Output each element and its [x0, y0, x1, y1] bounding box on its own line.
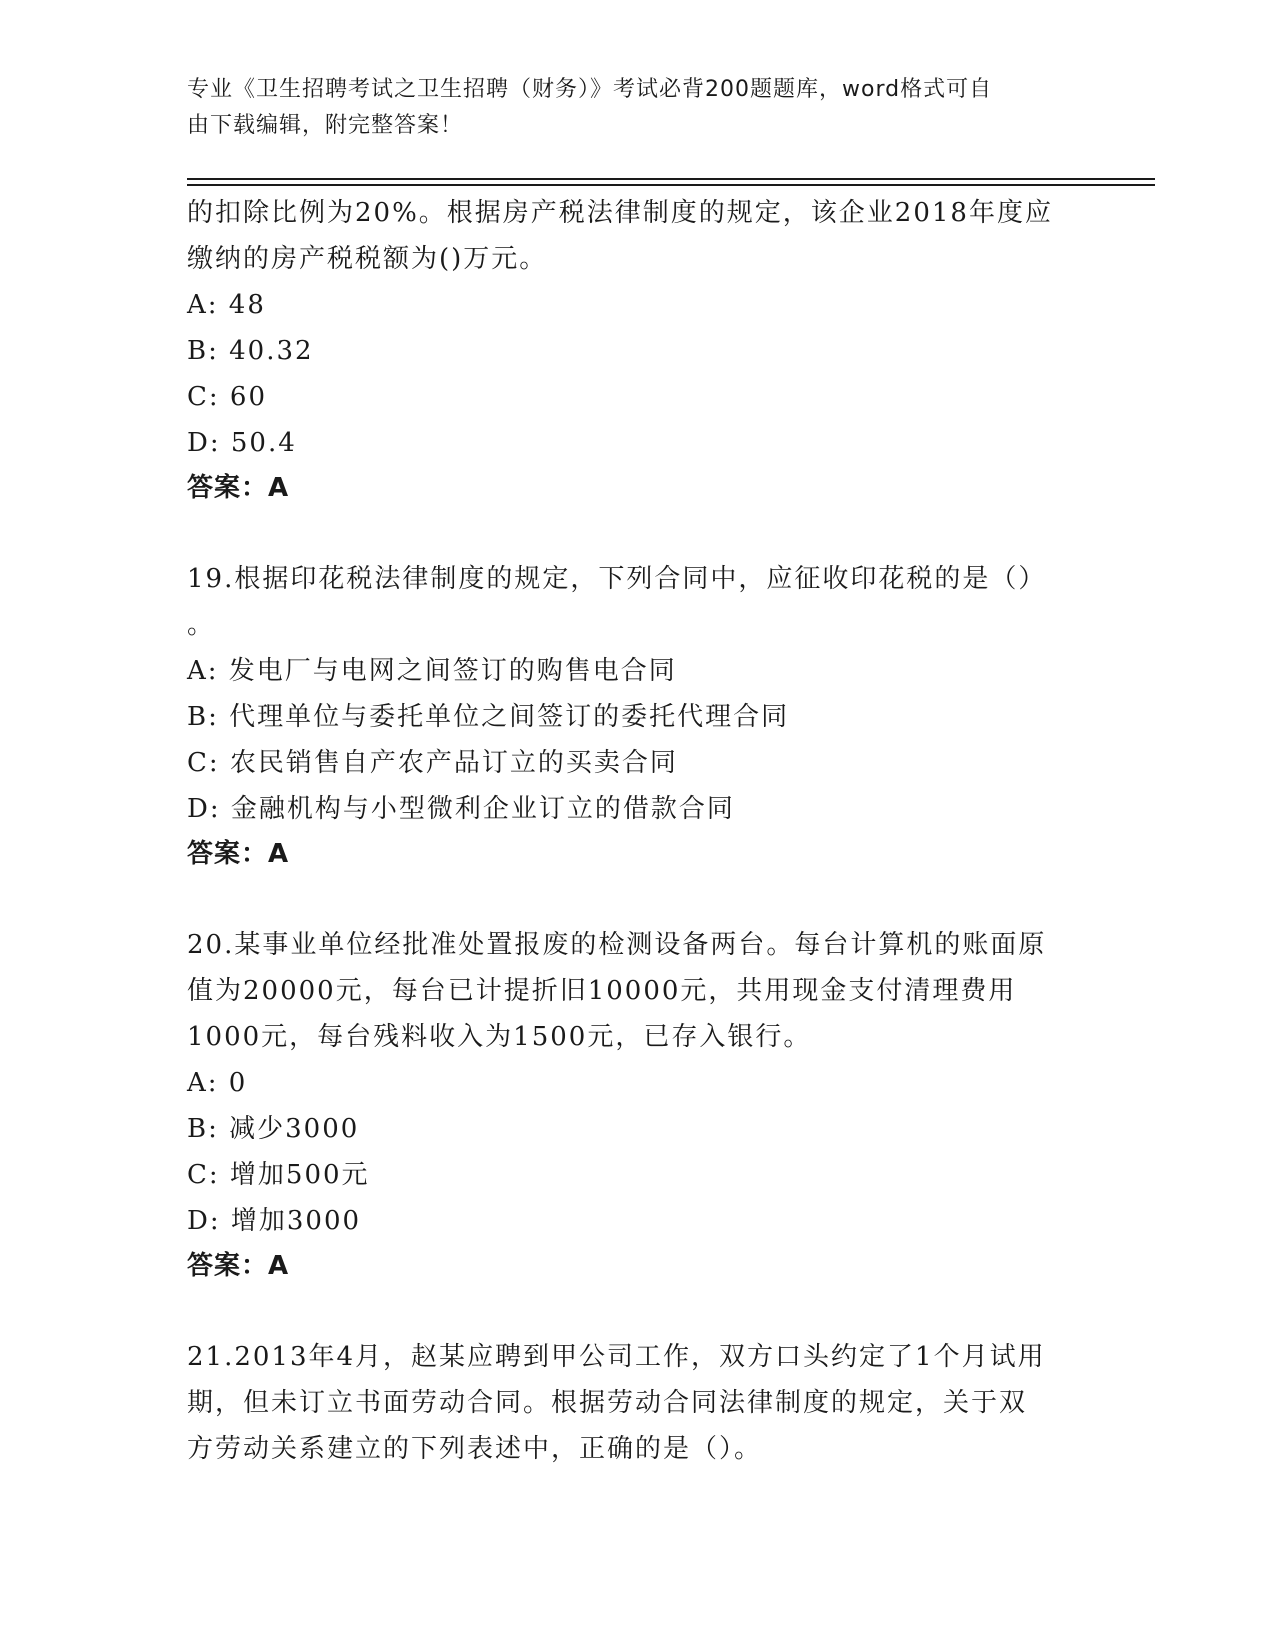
header-divider-top — [187, 178, 1155, 180]
spacer — [187, 1288, 1087, 1334]
header-line-2: 由下载编辑，附完整答案！ — [187, 113, 464, 138]
answer: 答案：A — [187, 839, 290, 869]
question-text: 19.根据印花税法律制度的规定，下列合同中，应征收印花税的是（） — [187, 564, 1047, 594]
option-b: B: 40.32 — [187, 336, 314, 366]
answer: 答案：A — [187, 473, 290, 503]
question-21 — [187, 1334, 1087, 1472]
option-b: B: 代理单位与委托单位之间签订的委托代理合同 — [187, 702, 790, 732]
option-c: C: 农民销售自产农产品订立的买卖合同 — [187, 748, 678, 778]
document-body — [187, 190, 1087, 1472]
question-20 — [187, 922, 1087, 1288]
question-text: 缴纳的房产税税额为()万元。 — [187, 244, 548, 274]
option-d: D: 金融机构与小型微利企业订立的借款合同 — [187, 794, 735, 824]
spacer — [187, 876, 1087, 922]
question-text: 。 — [187, 610, 216, 640]
option-b: B: 减少3000 — [187, 1114, 360, 1144]
header-divider-bottom — [187, 184, 1155, 186]
question-text: 20.某事业单位经批准处置报废的检测设备两台。每台计算机的账面原 — [187, 930, 1047, 960]
document-header — [187, 72, 1067, 144]
spacer — [187, 510, 1087, 556]
header-line-1: 专业《卫生招聘考试之卫生招聘（财务）》考试必背200题题库，word格式可自 — [187, 77, 993, 102]
question-text: 期，但未订立书面劳动合同。根据劳动合同法律制度的规定，关于双 — [187, 1388, 1028, 1418]
option-a: A: 0 — [187, 1068, 248, 1098]
question-18 — [187, 190, 1087, 510]
answer: 答案：A — [187, 1251, 290, 1281]
option-c: C: 增加500元 — [187, 1160, 370, 1190]
option-d: D: 50.4 — [187, 428, 297, 458]
question-text: 的扣除比例为20%。根据房产税法律制度的规定，该企业2018年度应 — [187, 198, 1053, 228]
option-a: A: 48 — [187, 290, 266, 320]
question-19 — [187, 556, 1087, 876]
question-text: 1000元，每台残料收入为1500元，已存入银行。 — [187, 1022, 812, 1052]
option-c: C: 60 — [187, 382, 268, 412]
option-d: D: 增加3000 — [187, 1206, 362, 1236]
option-a: A: 发电厂与电网之间签订的购售电合同 — [187, 656, 677, 686]
question-text: 21.2013年4月，赵某应聘到甲公司工作，双方口头约定了1个月试用 — [187, 1342, 1046, 1372]
question-text: 值为20000元，每台已计提折旧10000元，共用现金支付清理费用 — [187, 976, 1017, 1006]
question-text: 方劳动关系建立的下列表述中，正确的是（）。 — [187, 1434, 763, 1464]
